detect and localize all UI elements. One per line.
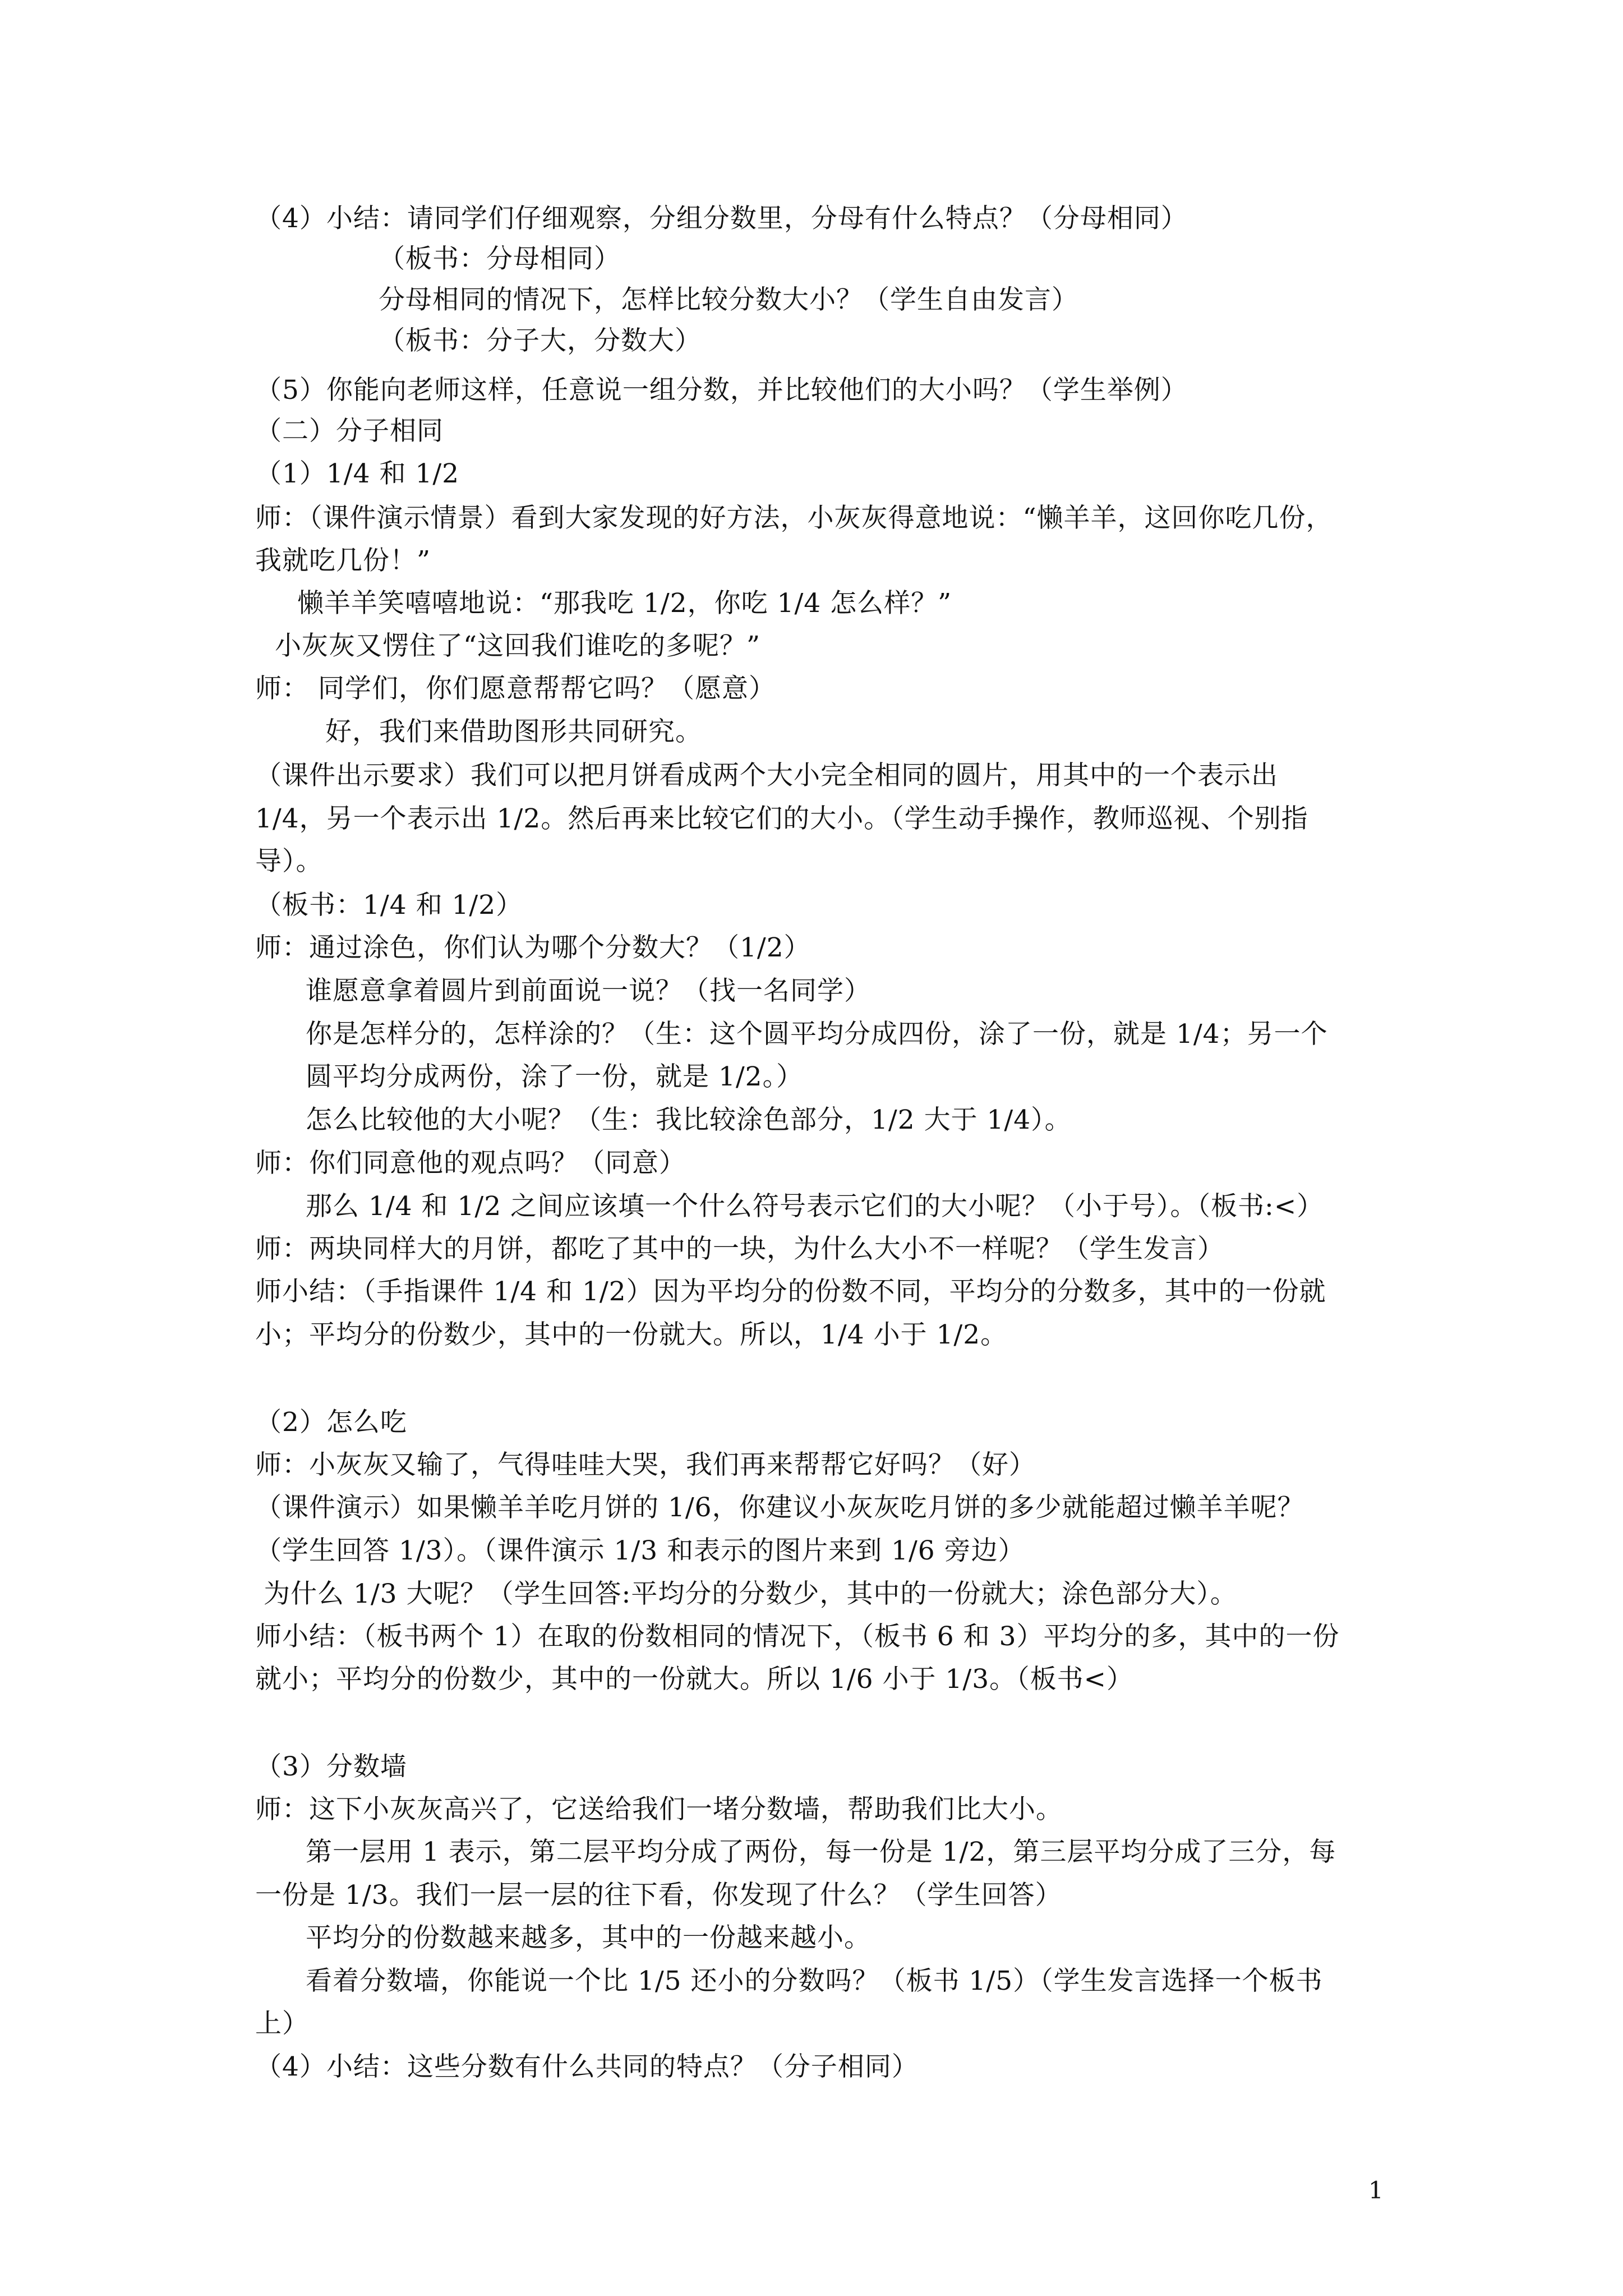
text-line: 上）	[255, 2008, 309, 2039]
text-line: 我就吃几份！”	[255, 545, 431, 576]
text-line: 师小结：（手指课件 1/4 和 1/2）因为平均分的份数不同，平均分的分数多，其中的一份就	[255, 1276, 1326, 1307]
text-line: 为什么 1/3 大呢？（学生回答:平均分的分数少，其中的一份就大；涂色部分大）。	[264, 1579, 1237, 1609]
text-line: （课件出示要求）我们可以把月饼看成两个大小完全相同的圆片，用其中的一个表示出	[255, 760, 1278, 791]
page-number: 1	[1368, 2177, 1384, 2204]
text-line: 师小结：（板书两个 1）在取的份数相同的情况下，（板书 6 和 3）平均分的多，其中的一份	[255, 1621, 1340, 1652]
text-line: 师：你们同意他的观点吗？（同意）	[255, 1148, 686, 1179]
text-line: 怎么比较他的大小呢？（生：我比较涂色部分，1/2 大于 1/4）。	[306, 1105, 1072, 1135]
text-line: （5）你能向老师这样，任意说一组分数，并比较他们的大小吗？（学生举例）	[255, 375, 1188, 406]
text-line: 懒羊羊笑嘻嘻地说：“那我吃 1/2，你吃 1/4 怎么样？”	[297, 588, 952, 619]
text-line: （1）1/4 和 1/2	[255, 458, 460, 489]
text-line: （3）分数墙	[255, 1751, 407, 1782]
text-line: 谁愿意拿着圆片到前面说一说？（找一名同学）	[306, 976, 871, 1006]
text-line: 师：两块同样大的月饼，都吃了其中的一块，为什么大小不一样呢？（学生发言）	[255, 1234, 1224, 1264]
text-line: （4）小结：这些分数有什么共同的特点？（分子相同）	[255, 2051, 919, 2082]
text-line: 小；平均分的份数少，其中的一份就大。所以，1/4 小于 1/2。	[255, 1319, 1008, 1350]
text-line: 你是怎样分的，怎样涂的？（生：这个圆平均分成四份，涂了一份，就是 1/4；另一个	[306, 1019, 1328, 1050]
text-line: （4）小结：请同学们仔细观察，分组分数里，分母有什么特点？（分母相同）	[255, 203, 1188, 234]
text-line: 平均分的份数越来越多，其中的一份越来越小。	[306, 1922, 871, 1953]
text-line: 小灰灰又愣住了“这回我们谁吃的多呢？”	[275, 631, 761, 661]
text-line: 那么 1/4 和 1/2 之间应该填一个什么符号表示它们的大小呢？（小于号）。（板书:<）	[306, 1191, 1324, 1222]
text-line: 师：通过涂色，你们认为哪个分数大？（1/2）	[255, 932, 811, 963]
text-line: 师：这下小灰灰高兴了，它送给我们一堵分数墙，帮助我们比大小。	[255, 1794, 1063, 1825]
text-line: （板书：分母相同）	[379, 243, 621, 274]
text-line: 一份是 1/3。我们一层一层的往下看，你发现了什么？（学生回答）	[255, 1880, 1062, 1911]
text-line: （板书：分子大，分数大）	[379, 325, 702, 356]
text-line: 就小；平均分的份数少，其中的一份就大。所以 1/6 小于 1/3。（板书<）	[255, 1664, 1133, 1695]
text-line: 1/4，另一个表示出 1/2。然后再来比较它们的大小。（学生动手操作，教师巡视、个别指	[255, 803, 1308, 834]
text-line: 师：（课件演示情景）看到大家发现的好方法，小灰灰得意地说：“懒羊羊，这回你吃几份，	[255, 503, 1333, 533]
text-line: 看着分数墙，你能说一个比 1/5 还小的分数吗？（板书 1/5）（学生发言选择一个板书	[306, 1966, 1323, 1996]
text-line: 圆平均分成两份，涂了一份，就是 1/2。）	[306, 1061, 804, 1092]
text-line: （学生回答 1/3）。（课件演示 1/3 和表示的图片来到 1/6 旁边）	[255, 1535, 1025, 1566]
text-line: 第一层用 1 表示，第二层平均分成了两份，每一份是 1/2，第三层平均分成了三分，每	[306, 1837, 1336, 1867]
text-line: 好，我们来借助图形共同研究。	[325, 716, 702, 747]
text-line: （课件演示）如果懒羊羊吃月饼的 1/6，你建议小灰灰吃月饼的多少就能超过懒羊羊呢？	[255, 1492, 1304, 1523]
text-line: 分母相同的情况下，怎样比较分数大小？（学生自由发言）	[379, 284, 1078, 315]
text-line: 导）。	[255, 846, 323, 877]
text-line: （2）怎么吃	[255, 1407, 407, 1438]
text-line: （二）分子相同	[255, 416, 444, 447]
text-line: 师： 同学们，你们愿意帮帮它吗？（愿意）	[255, 673, 776, 704]
text-line: （板书：1/4 和 1/2）	[255, 890, 523, 921]
text-line: 师：小灰灰又输了，气得哇哇大哭，我们再来帮帮它好吗？（好）	[255, 1450, 1036, 1480]
